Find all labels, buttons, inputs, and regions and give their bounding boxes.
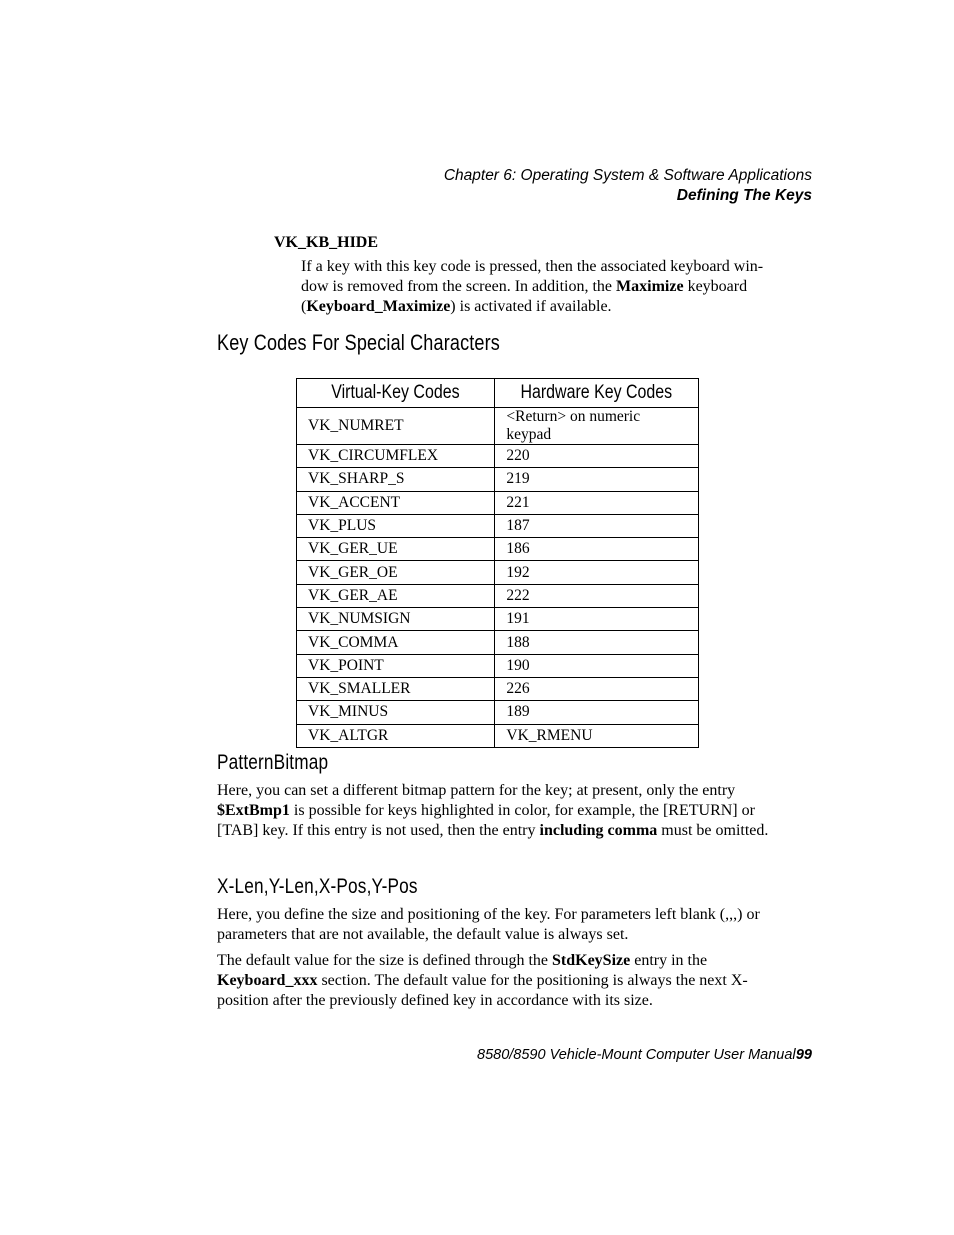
virtual-key-cell: VK_NUMSIGN (297, 608, 495, 631)
virtual-key-cell: VK_ACCENT (297, 491, 495, 514)
hardware-key-cell: 188 (495, 631, 699, 654)
vk-kb-hide-description (301, 257, 786, 317)
hardware-key-cell: 221 (495, 491, 699, 514)
running-header (444, 166, 812, 206)
hardware-key-cell: 226 (495, 677, 699, 700)
hardware-key-cell: 192 (495, 561, 699, 584)
bold-term: including comma (539, 822, 658, 839)
virtual-key-cell: VK_ALTGR (297, 724, 495, 747)
key-codes-table (296, 378, 699, 748)
table-row (297, 514, 699, 537)
hardware-key-cell: <Return> on numeric keypad (495, 408, 699, 445)
pattern-bitmap-heading: PatternBitmap (217, 751, 329, 774)
column-header-virtual-key (297, 379, 495, 408)
xlen-ylen-heading: X-Len,Y-Len,X-Pos,Y-Pos (217, 875, 418, 898)
table-row (297, 608, 699, 631)
text: keyboard ( (301, 278, 748, 315)
pattern-bitmap-paragraph (217, 781, 777, 841)
table-row (297, 561, 699, 584)
section-title: Defining The Keys (676, 187, 812, 204)
virtual-key-cell: VK_GER_UE (297, 538, 495, 561)
text: Here, you can set a different bitmap pattern for the key; at present, only the entry (217, 782, 736, 799)
page-number: 99 (795, 1047, 812, 1063)
hardware-key-cell: 190 (495, 654, 699, 677)
table-row (297, 445, 699, 468)
virtual-key-cell: VK_CIRCUMFLEX (297, 445, 495, 468)
table-row (297, 701, 699, 724)
table-row (297, 631, 699, 654)
text: ) is activated if available. (450, 298, 612, 315)
table-body (297, 408, 699, 748)
hardware-key-cell: VK_RMENU (495, 724, 699, 747)
hardware-key-cell: 219 (495, 468, 699, 491)
virtual-key-cell: VK_SHARP_S (297, 468, 495, 491)
chapter-title: Chapter 6: Operating System & Software Applications (443, 167, 812, 184)
text: is possible for keys highlighted in color, for example, the [RETURN] or [TAB] key. If this entry is not used, then the entry (217, 802, 755, 839)
table-row (297, 724, 699, 747)
table-header-row (297, 379, 699, 408)
table-row (297, 408, 699, 445)
table-row (297, 491, 699, 514)
bold-term: $ExtBmp1 (217, 802, 290, 819)
bold-term: Maximize (616, 278, 684, 295)
table-row (297, 677, 699, 700)
hardware-key-cell: 191 (495, 608, 699, 631)
hardware-key-cell: 186 (495, 538, 699, 561)
table-row (297, 468, 699, 491)
virtual-key-cell: VK_PLUS (297, 514, 495, 537)
bold-term: Keyboard_Maximize (306, 298, 451, 315)
text: If a key with this key code is pressed, then the associated keyboard win-dow is removed from the screen. In addition, the (301, 258, 764, 295)
text: entry in the (630, 952, 708, 969)
xlen-ylen-paragraph-2 (217, 951, 777, 1011)
table-row (297, 538, 699, 561)
table-row (297, 654, 699, 677)
column-header-label: Hardware Key Codes (520, 382, 673, 403)
hardware-key-cell: 220 (495, 445, 699, 468)
paragraph-text: Here, you define the size and positioning of the key. For parameters left blank (,,,) or parameters that are not available, the default value is always set. (217, 906, 760, 943)
virtual-key-cell: VK_SMALLER (297, 677, 495, 700)
bold-term: Keyboard_xxx (217, 972, 318, 989)
key-codes-heading: Key Codes For Special Characters (217, 330, 500, 355)
virtual-key-cell: VK_POINT (297, 654, 495, 677)
virtual-key-cell: VK_NUMRET (297, 408, 495, 445)
virtual-key-cell: VK_COMMA (297, 631, 495, 654)
xlen-ylen-paragraph-1 (217, 905, 777, 945)
text: must be omitted. (657, 822, 769, 839)
text: section. The default value for the positioning is always the next X-position after the previously defined key in accordance with its size. (217, 972, 748, 1009)
vk-kb-hide-term: VK_KB_HIDE (274, 234, 379, 251)
table-row (297, 584, 699, 607)
virtual-key-cell: VK_GER_AE (297, 584, 495, 607)
column-header-hardware-key (495, 379, 699, 408)
hardware-key-cell: 187 (495, 514, 699, 537)
column-header-label: Virtual-Key Codes (331, 382, 460, 403)
virtual-key-cell: VK_GER_OE (297, 561, 495, 584)
virtual-key-cell: VK_MINUS (297, 701, 495, 724)
text: The default value for the size is defined through the (217, 952, 552, 969)
bold-term: StdKeySize (552, 952, 631, 969)
hardware-key-cell: 222 (495, 584, 699, 607)
hardware-key-cell: 189 (495, 701, 699, 724)
footer-manual-title: 8580/8590 Vehicle-Mount Computer User Manual (477, 1047, 796, 1063)
